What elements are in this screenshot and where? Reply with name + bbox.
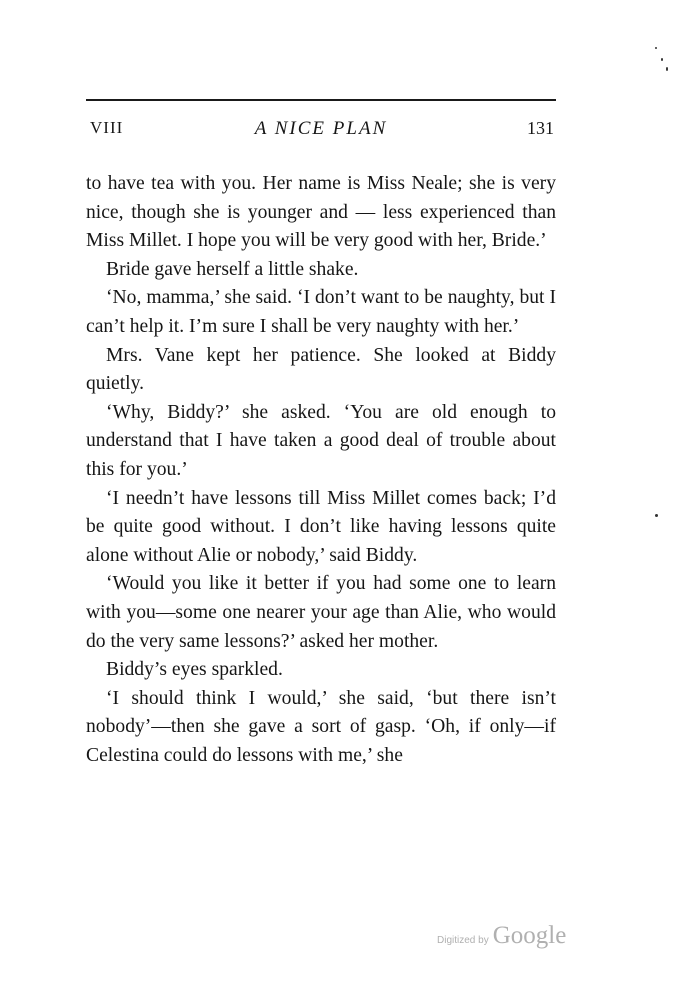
paragraph: Bride gave herself a little shake. bbox=[106, 258, 359, 280]
paragraph: to have tea with you. Her name is Miss Neale; she is very nice, though she is younger and — less experienced than Miss Millet. I hope you will be very good with her, Bride.’ bbox=[86, 173, 556, 252]
chapter-title: A NICE PLAN bbox=[254, 118, 388, 139]
page-number: 131 bbox=[527, 118, 554, 138]
google-logo: Google bbox=[492, 922, 567, 949]
running-header bbox=[86, 118, 556, 142]
page-body bbox=[86, 170, 556, 770]
paragraph: ‘No, mamma,’ she said. ‘I don’t want to be naughty, but I can’t help it. I’m sure I shall be very naughty with her.’ bbox=[86, 287, 556, 337]
paragraph: ‘Would you like it better if you had some one to learn with you—some one nearer your age than Alie, who would do the very same lessons?’ asked her mother. bbox=[86, 573, 556, 652]
paragraph: Biddy’s eyes sparkled. bbox=[106, 659, 283, 681]
watermark-prefix: Digitized by bbox=[437, 935, 489, 946]
scan-speck bbox=[655, 47, 657, 49]
paragraph: Mrs. Vane kept her patience. She looked at Biddy quietly. bbox=[86, 344, 556, 395]
scan-speck bbox=[655, 514, 658, 517]
scan-speck bbox=[661, 58, 663, 61]
paragraph: ‘I needn’t have lessons till Miss Millet comes back; I’d be quite good without. I don’t like having lessons quite alone without Alie or nobody,’ said Biddy. bbox=[86, 487, 556, 566]
paragraph: ‘I should think I would,’ she said, ‘but there isn’t nobody’—then she gave a sort of gasp. ‘Oh, if only—if Celestina could do lessons with me,’ she bbox=[86, 687, 556, 766]
header-rule bbox=[86, 99, 556, 101]
chapter-number: VIII bbox=[90, 118, 124, 137]
scan-speck bbox=[666, 67, 668, 71]
paragraph: ‘Why, Biddy?’ she asked. ‘You are old enough to understand that I have taken a good deal of trouble about this for you.’ bbox=[86, 401, 556, 480]
digitized-by-google-watermark bbox=[437, 922, 566, 950]
